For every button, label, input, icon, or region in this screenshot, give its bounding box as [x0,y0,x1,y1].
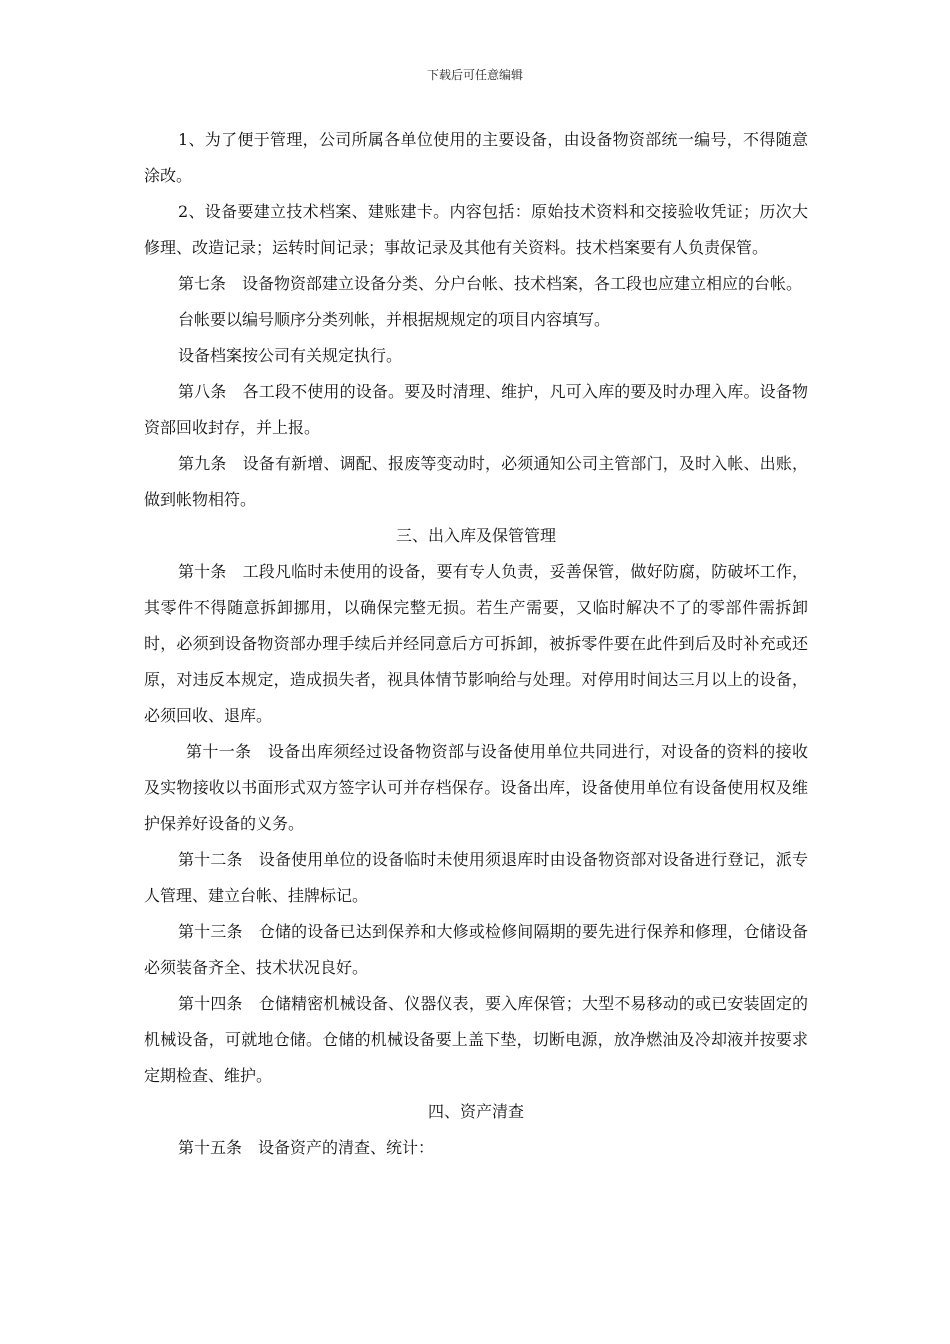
paragraph-article-9: 第九条 设备有新增、调配、报废等变动时，必须通知公司主管部门，及时入帐、出账，做到帐物相符。 [144,454,808,509]
paragraph-article-12: 第十二条 设备使用单位的设备临时未使用须退库时由设备物资部对设备进行登记，派专人管理、建立台帐、挂牌标记。 [144,850,808,905]
paragraph-article-10: 第十条 工段凡临时未使用的设备，要有专人负责，妥善保管，做好防腐，防破坏工作，其零件不得随意拆卸挪用，以确保完整无损。若生产需要，又临时解决不了的零部件需拆卸时，必须到设备物资部办理手续后并经同意后方可拆卸，被拆零件要在此件到后及时补充或还原，对违反本规定，造成损失者，视具体情节影响给与处理。对停用时间达三月以上的设备，必须回收、退库。 [144,562,808,725]
paragraph-article-11: 第十一条 设备出库须经过设备物资部与设备使用单位共同进行，对设备的资料的接收及实物接收以书面形式双方签字认可并存档保存。设备出库，设备使用单位有设备使用权及维护保养好设备的义务。 [144,742,808,833]
page-header: 下载后可任意编辑 [426,68,523,82]
paragraph-item-1: 1、为了便于管理，公司所属各单位使用的主要设备，由设备物资部统一编号，不得随意涂改。 [144,130,808,185]
paragraph-archive-rule: 设备档案按公司有关规定执行。 [178,346,403,365]
paragraph-item-2: 2、设备要建立技术档案、建账建卡。内容包括：原始技术资料和交接验收凭证；历次大修理、改造记录；运转时间记录；事故记录及其他有关资料。技术档案要有人负责保管。 [144,202,808,257]
paragraph-article-7: 第七条 设备物资部建立设备分类、分户台帐、技术档案，各工段也应建立相应的台帐。 [178,274,803,293]
paragraph-article-14: 第十四条 仓储精密机械设备、仪器仪表，要入库保管；大型不易移动的或已安装固定的机械设备，可就地仓储。仓储的机械设备要上盖下垫，切断电源，放净燃油及冷却液并按要求定期检查、维护。 [144,994,808,1085]
paragraph-article-13: 第十三条 仓储的设备已达到保养和大修或检修间隔期的要先进行保养和修理，仓储设备必须装备齐全、技术状况良好。 [144,922,808,977]
paragraph-article-8: 第八条 各工段不使用的设备。要及时清理、维护，凡可入库的要及时办理入库。设备物资部回收封存，并上报。 [144,382,808,437]
document-body [144,122,808,1166]
section-heading-3: 三、出入库及保管管理 [395,526,556,545]
paragraph-article-15: 第十五条 设备资产的清查、统计： [178,1138,435,1157]
section-heading-4: 四、资产清查 [427,1102,524,1121]
paragraph-ledger-rule: 台帐要以编号顺序分类列帐，并根据规规定的项目内容填写。 [178,310,611,329]
